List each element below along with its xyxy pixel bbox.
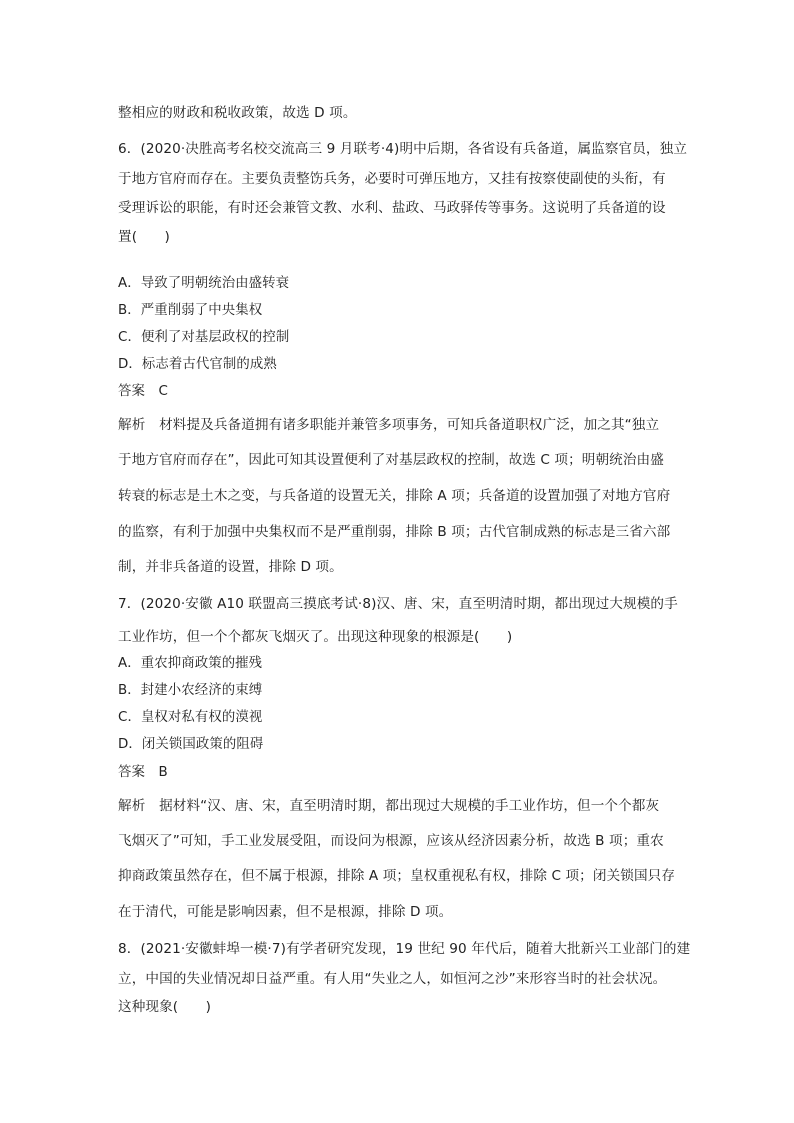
text-line: 飞烟灭了”可知，手工业发展受阻，而设问为根源，应该从经济因素分析，故选 B 项；重农 — [118, 833, 664, 849]
option-b: B．严重削弱了中央集权 — [118, 303, 263, 318]
text-line: 的监察，有利于加强中央集权而不是严重削弱，排除 B 项；古代官制成熟的标志是三省六部 — [118, 524, 671, 540]
option-b: B．封建小农经济的束缚 — [118, 683, 263, 698]
analysis: 解析 据材料“汉、唐、宋，直至明清时期，都出现过大规模的手工业作坊，但一个个都灰 — [118, 798, 660, 814]
answer: 答案 C — [118, 384, 168, 399]
text-line: 于地方官府而存在”，因此可知其设置便利了对基层政权的控制，故选 C 项；明朝统治由盛 — [118, 452, 664, 468]
text-line: 立，中国的失业情况却日益严重。有人用“失业之人，如恒河之沙”来形容当时的社会状况。 — [118, 971, 667, 987]
question-7-stem: 7．(2020·安徽 A10 联盟高三摸底考试·8)汉、唐、宋，直至明清时期，都出现过大规模的手 — [118, 596, 678, 612]
text-line: 置( ) — [118, 229, 170, 245]
text-line: 受理诉讼的职能，有时还会兼管文教、水利、盐政、马政驿传等事务。这说明了兵备道的设 — [118, 200, 666, 216]
option-a: A．导致了明朝统治由盛转衰 — [118, 276, 290, 291]
question-6-stem: 6．(2020·决胜高考名校交流高三 9 月联考·4)明中后期，各省设有兵备道，属监察官员，独立 — [118, 141, 688, 157]
text-line: 整相应的财政和税收政策，故选 D 项。 — [118, 105, 357, 121]
text-line: 工业作坊，但一个个都灰飞烟灭了。出现这种现象的根源是( ) — [118, 629, 513, 645]
option-c: C．皇权对私有权的漠视 — [118, 710, 263, 725]
option-d: D．标志着古代官制的成熟 — [118, 357, 277, 372]
text-line: 于地方官府而存在。主要负责整饬兵务，必要时可弹压地方，又挂有按察使副使的头衔，有 — [118, 171, 666, 187]
text-line: 在于清代，可能是影响因素，但不是根源，排除 D 项。 — [118, 904, 453, 920]
answer: 答案 B — [118, 765, 168, 780]
analysis: 解析 材料提及兵备道拥有诸多职能并兼管多项事务，可知兵备道职权广泛，加之其“独立 — [118, 417, 660, 433]
text-line: 抑商政策虽然存在，但不属于根源，排除 A 项；皇权重视私有权，排除 C 项；闭关锁国只存 — [118, 868, 676, 884]
option-d: D．闭关锁国政策的阻碍 — [118, 737, 264, 752]
text-line: 制，并非兵备道的设置，排除 D 项。 — [118, 559, 343, 575]
text-line: 这种现象( ) — [118, 999, 211, 1015]
option-a: A．重农抑商政策的摧残 — [118, 656, 263, 671]
question-8-stem: 8．(2021·安徽蚌埠一模·7)有学者研究发现，19 世纪 90 年代后，随着大批新兴工业部门的建 — [118, 941, 691, 957]
option-c: C．便利了对基层政权的控制 — [118, 330, 290, 345]
text-line: 转衰的标志是土木之变，与兵备道的设置无关，排除 A 项；兵备道的设置加强了对地方官府 — [118, 488, 671, 504]
